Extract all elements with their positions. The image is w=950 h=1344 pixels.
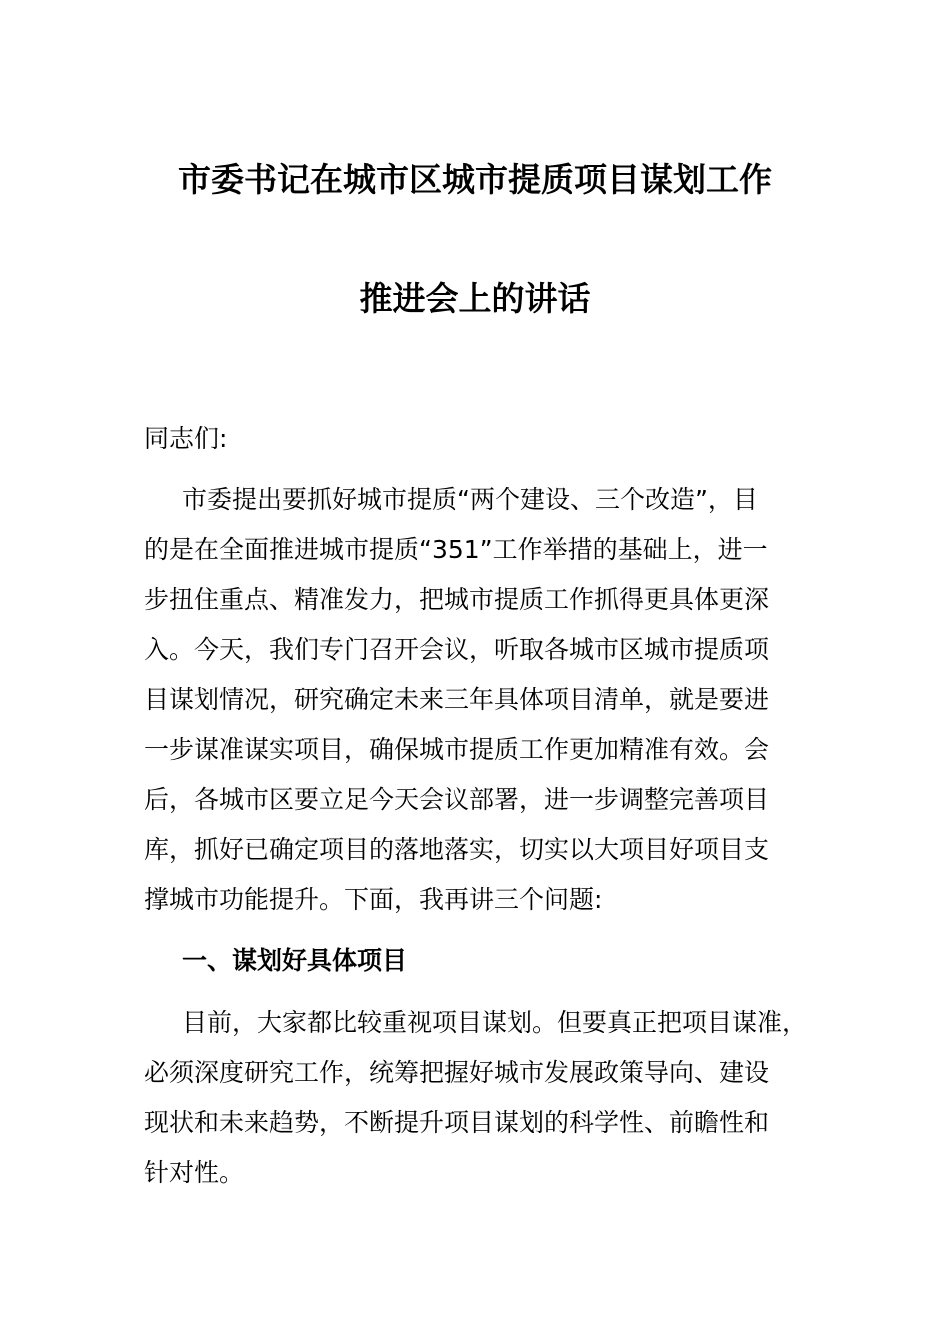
section-1-line: 针对性。	[144, 1158, 245, 1187]
section-1-heading: 一、谋划好具体项目	[182, 946, 408, 975]
paragraph-1-line: 一步谋准谋实项目，确保城市提质工作更加精准有效。会	[144, 735, 770, 764]
salutation: 同志们:	[144, 424, 228, 453]
paragraph-1-line: 步扭住重点、精准发力，把城市提质工作抓得更具体更深	[144, 585, 770, 614]
document-title-line-2: 推进会上的讲话	[359, 279, 591, 318]
section-1-line: 目前，大家都比较重视项目谋划。但要真正把项目谋准，	[182, 1008, 808, 1037]
paragraph-1-line: 市委提出要抓好城市提质“两个建设、三个改造”，目	[182, 485, 758, 514]
paragraph-1-line: 后，各城市区要立足今天会议部署，进一步调整完善项目	[144, 785, 770, 814]
paragraph-1-line: 入。今天，我们专门召开会议，听取各城市区城市提质项	[144, 635, 770, 664]
paragraph-1-line: 目谋划情况，研究确定未来三年具体项目清单，就是要进	[144, 685, 770, 714]
paragraph-1-line: 的是在全面推进城市提质“351”工作举措的基础上，进一	[144, 535, 768, 564]
section-1-line: 必须深度研究工作，统筹把握好城市发展政策导向、建设	[144, 1058, 770, 1087]
paragraph-1-line: 撑城市功能提升。下面，我再讲三个问题:	[144, 885, 603, 914]
document-title-line-1: 市委书记在城市区城市提质项目谋划工作	[178, 160, 772, 199]
section-1-line: 现状和未来趋势，不断提升项目谋划的科学性、前瞻性和	[144, 1108, 770, 1137]
paragraph-1-line: 库，抓好已确定项目的落地落实，切实以大项目好项目支	[144, 835, 770, 864]
